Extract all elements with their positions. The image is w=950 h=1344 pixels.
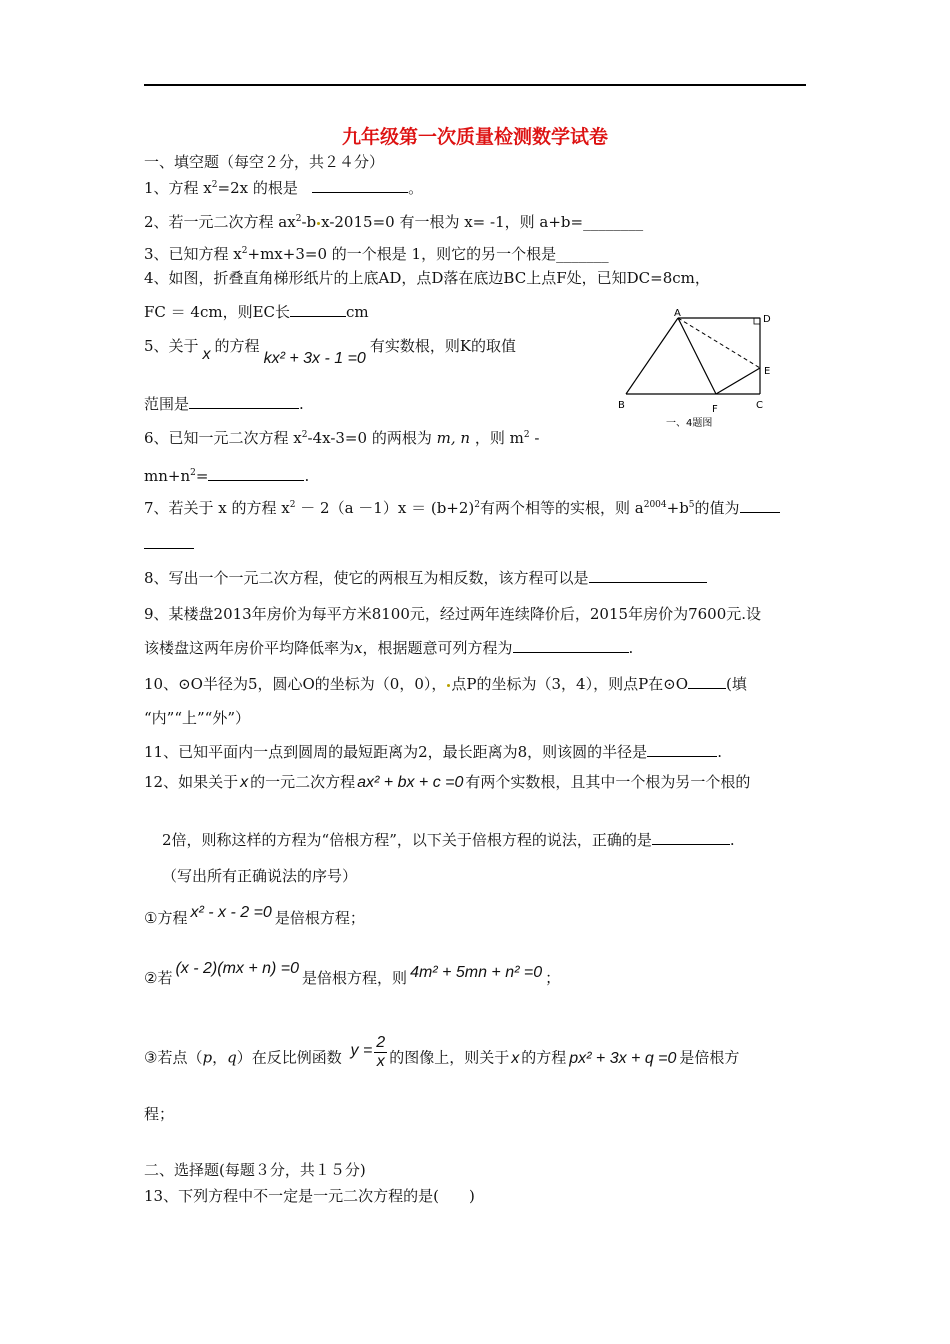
question-4-line-1: 4、如图，折叠直角梯形纸片的上底AD，点D落在底边BC上点F处，已知DC=8cm， bbox=[144, 269, 710, 287]
question-3: 3、已知方程 $x^2+mx+3=0$ 的一个根是 1，则它的另一个根是_______ bbox=[144, 245, 609, 263]
segment-FE bbox=[716, 368, 760, 394]
question-12-line-2: 2倍，则称这样的方程为“倍根方程”，以下关于倍根方程的说法，正确的是 . bbox=[162, 831, 735, 849]
question-6-line-2: $mn+n^2=$ . bbox=[144, 467, 310, 485]
answer-blank bbox=[652, 830, 730, 845]
label-D: D bbox=[763, 314, 771, 325]
label-A: A bbox=[674, 308, 681, 319]
question-8: 8、写出一个一元二次方程，使它的两根互为相反数，该方程可以是 bbox=[144, 568, 707, 588]
answer-blank bbox=[144, 534, 194, 549]
trapezoid-figure bbox=[612, 306, 782, 434]
answer-blank bbox=[513, 638, 629, 653]
question-2: 2、若一元二次方程 $ax^2-b$ x-2015=0 有一根为 x= -1，则 a+b=________ bbox=[144, 213, 644, 231]
answer-blank bbox=[208, 466, 304, 481]
equation: kx² + 3x - 1 =0 bbox=[263, 350, 366, 367]
question-1: 1、方程 $x^2=2x$ 的根是 。 bbox=[144, 179, 424, 197]
question-4-line-2: FC ＝ 4cm，则EC长 cm bbox=[144, 303, 369, 321]
answer-blank bbox=[189, 394, 299, 409]
question-10-line-2: “内”“上”“外”） bbox=[144, 709, 251, 727]
figure-caption: 一、4题图 bbox=[666, 418, 713, 429]
answer-blank bbox=[312, 178, 408, 193]
option-1: ①方程 x² - x - 2 =0 是倍根方程； bbox=[144, 904, 365, 927]
equation: 4m² + 5mn + n² =0 bbox=[410, 964, 543, 981]
question-9-line-1: 9、某楼盘2013年房价为每平方米8100元，经过两年连续降价后，2015年房价为7600元.设 bbox=[144, 605, 762, 623]
option-3-line-2: 程； bbox=[144, 1105, 175, 1123]
equation: x² - x - 2 =0 bbox=[190, 904, 272, 921]
header-rule bbox=[144, 84, 806, 86]
answer-blank bbox=[647, 742, 717, 757]
question-12: 12、如果关于 x 的一元二次方程 ax² + bx + c =0 有两个实数根，且其中一个根为另一个根的 bbox=[144, 773, 751, 791]
mark-dot bbox=[447, 684, 450, 687]
answer-blank bbox=[290, 302, 346, 317]
question-9-line-2: 该楼盘这两年房价平均降低率为x，根据题意可列方程为 . bbox=[144, 639, 634, 657]
answer-blank bbox=[740, 498, 780, 513]
mark-dot bbox=[317, 222, 320, 225]
question-12-note: （写出所有正确说法的序号） bbox=[162, 867, 358, 885]
section-2-heading: 二、选择题(每题３分，共１５分) bbox=[144, 1161, 366, 1179]
right-angle-mark bbox=[754, 318, 760, 324]
question-5-line-2: 范围是 . bbox=[144, 395, 304, 413]
equation: ax² + bx + c =0 bbox=[357, 774, 464, 791]
option-2: ②若(x - 2)(mx + n) =0是倍根方程，则 4m² + 5mn + n² =0 ； bbox=[144, 960, 561, 987]
section-1-heading: 一、填空题（每空２分，共２４分） bbox=[144, 153, 385, 171]
question-10: 10、⊙O半径为5，圆心O的坐标为（0，0）， 点P的坐标为（3，4），则点P在⊙O (填 bbox=[144, 675, 747, 693]
question-7-line-2 bbox=[144, 534, 194, 554]
label-E: E bbox=[764, 366, 771, 377]
page-title: 九年级第一次质量检测数学试卷 bbox=[341, 126, 608, 148]
option-3: ③若点（p，q）在反比例函数 y = $\frac{2}{x}$ 的图像上，则关于 x 的方程 px² + 3x + q =0 是倍根方 bbox=[144, 1034, 740, 1070]
question-7: 7、若关于 x 的方程 $x^2 - 2(a -1)x = (b+2)^2$有两个相等的实根，则 $a^{2004}+b^5$的值为 bbox=[144, 498, 780, 518]
label-C: C bbox=[756, 400, 763, 411]
question-13: 13、下列方程中不一定是一元二次方程的是( ) bbox=[144, 1187, 475, 1205]
label-F: F bbox=[712, 404, 718, 415]
answer-blank bbox=[688, 674, 726, 689]
segment-AB bbox=[626, 318, 678, 394]
equation: px² + 3x + q =0 bbox=[569, 1049, 677, 1067]
question-6: 6、已知一元二次方程 $x^2-4x-3=0$ 的两根为 m, n ，则 $m^2$ - bbox=[144, 429, 540, 447]
equation: (x - 2)(mx + n) =0 bbox=[175, 960, 300, 977]
question-5: 5、关于 x 的方程kx² + 3x - 1 =0有实数根，则K的取值 bbox=[144, 337, 517, 367]
question-11: 11、已知平面内一点到圆周的最短距离为2，最长距离为8，则该圆的半径是 . bbox=[144, 743, 722, 761]
label-B: B bbox=[618, 400, 625, 411]
fraction: $\frac{2}{x}$ bbox=[376, 1034, 386, 1070]
answer-blank bbox=[589, 568, 707, 583]
